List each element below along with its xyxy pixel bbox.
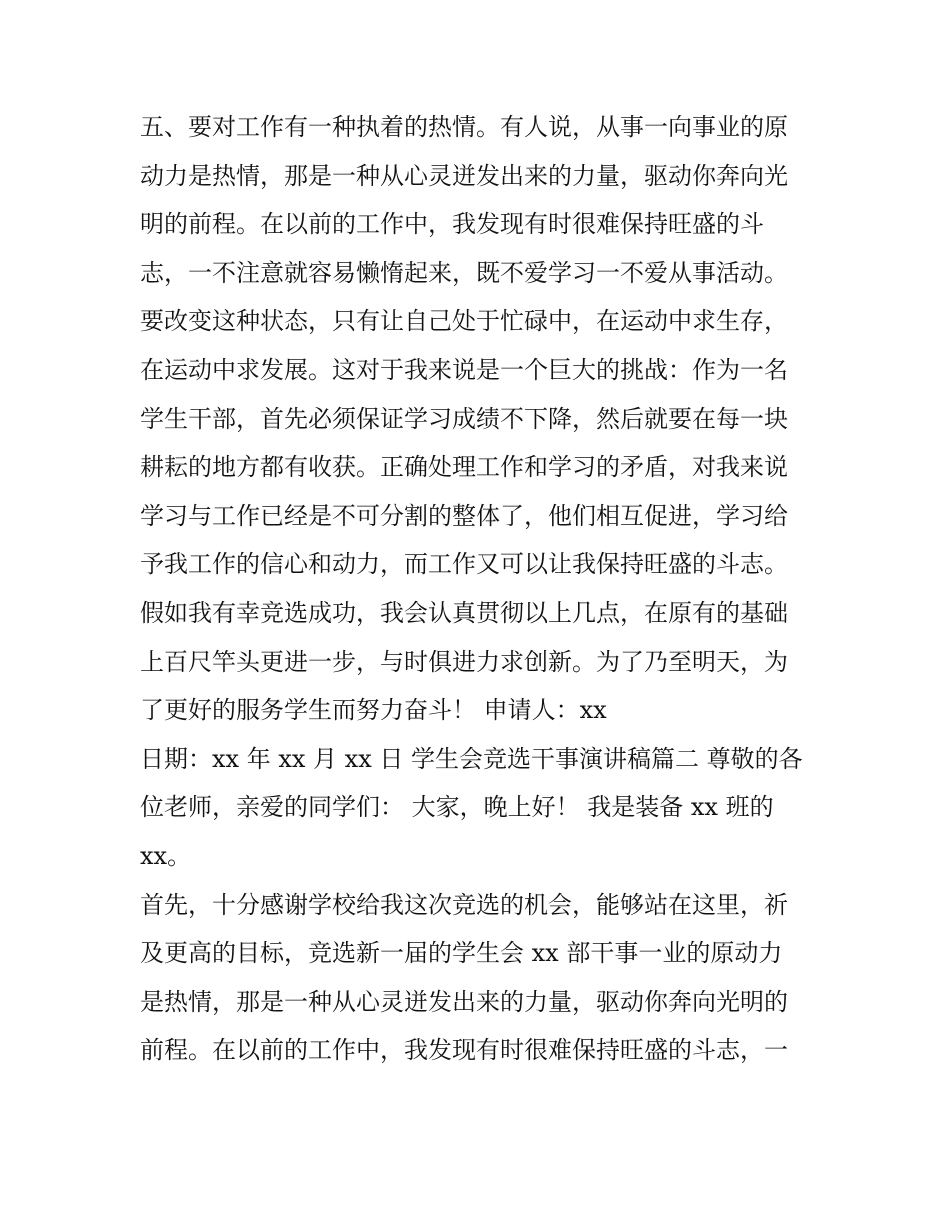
text-line: 上百尺竿头更进一步，与时俱进力求创新。为了乃至明天，为: [140, 647, 788, 676]
text-line: 志，一不注意就容易懒惰起来，既不爱学习一不爱从事活动。: [140, 258, 788, 287]
text-line: 学生干部，首先必须保证学习成绩不下降，然后就要在每一块: [140, 404, 788, 433]
text-line: 要改变这种状态，只有让自己处于忙碌中，在运动中求生存，: [140, 307, 788, 336]
text-line: 五、要对工作有一种执着的热情。有人说，从事一向事业的原: [140, 113, 788, 141]
text-line: 在运动中求发展。这对于我来说是一个巨大的挑战：作为一名: [140, 355, 788, 384]
text-line: 明的前程。在以前的工作中，我发现有时很难保持旺盛的斗: [140, 210, 764, 239]
text-line: 了更好的服务学生而努力奋斗！ 申请人：xx: [140, 696, 607, 725]
text-line: 前程。在以前的工作中，我发现有时很难保持旺盛的斗志，一: [140, 1036, 788, 1065]
text-line: 是热情，那是一种从心灵迸发出来的力量，驱动你奔向光明的: [140, 987, 788, 1016]
text-line: xx。: [140, 841, 192, 870]
text-line: 假如我有幸竞选成功，我会认真贯彻以上几点，在原有的基础: [140, 598, 788, 627]
text-line: 耕耘的地方都有收获。正确处理工作和学习的矛盾，对我来说: [140, 453, 788, 482]
text-line: 首先，十分感谢学校给我这次竞选的机会，能够站在这里，祈: [140, 890, 788, 919]
text-line: 日期：xx 年 xx 月 xx 日 学生会竞选干事演讲稿篇二 尊敬的各: [140, 744, 803, 773]
text-line: 动力是热情，那是一种从心灵迸发出来的力量，驱动你奔向光: [140, 161, 788, 190]
text-line: 位老师，亲爱的同学们： 大家，晚上好！ 我是装备 xx 班的: [140, 793, 774, 822]
text-line: 学习与工作已经是不可分割的整体了，他们相互促进，学习给: [140, 501, 788, 530]
text-line: 予我工作的信心和动力，而工作又可以让我保持旺盛的斗志。: [140, 550, 788, 579]
document-body: [140, 103, 820, 1075]
text-line: 及更高的目标，竞选新一届的学生会 xx 部干事一业的原动力: [140, 939, 783, 968]
